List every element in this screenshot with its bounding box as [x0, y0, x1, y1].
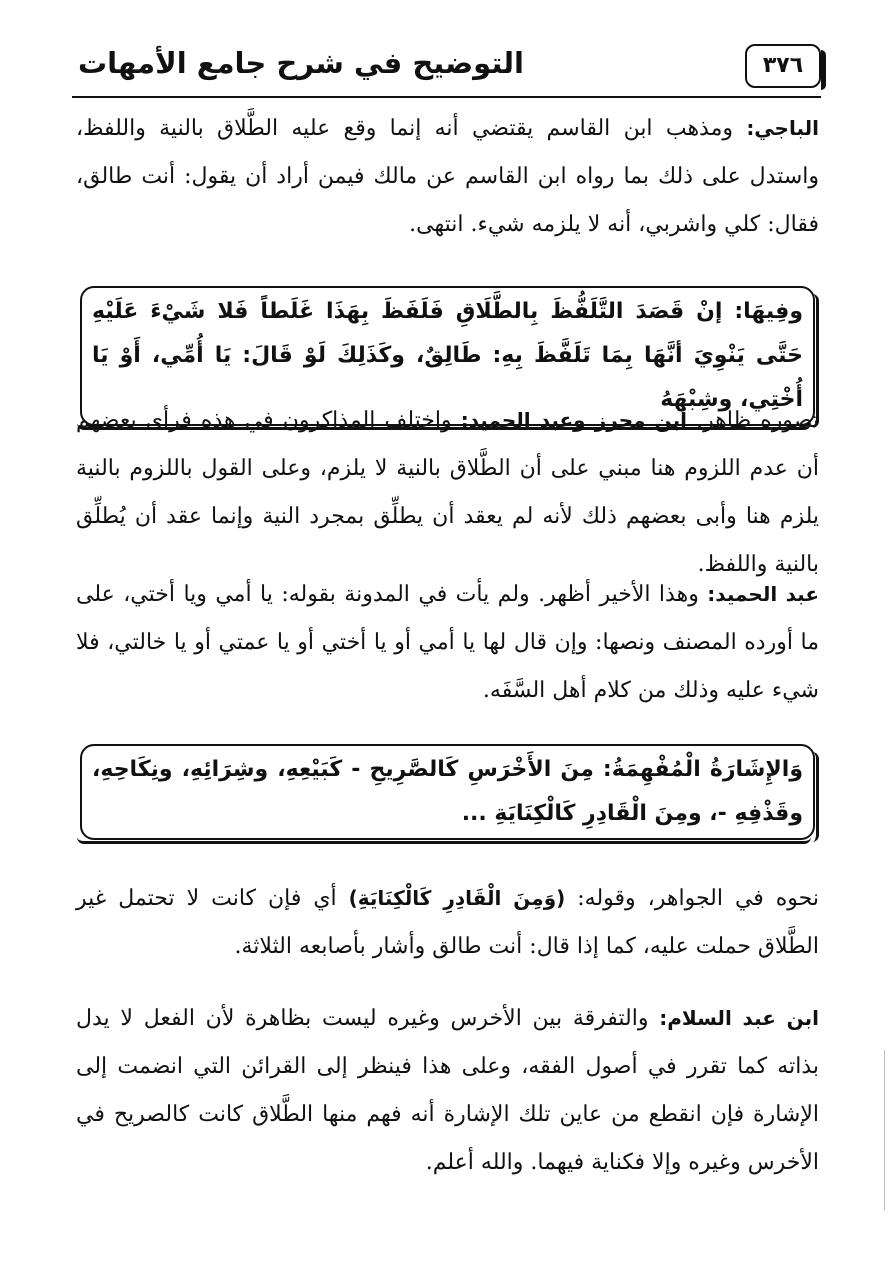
paragraph-text-pre: تصوره ظاهر. — [687, 408, 819, 433]
paragraph-albaji — [76, 104, 819, 249]
paragraph-text: والتفرقة بين الأخرس وغيره ليست بظاهرة لأن الفعل لا يدل بذاته كما تقرر في أصول الفقه، وعلى هذا فينظر إلى القرائن التي انضمت إلى الإشارة فإن انقطع من عاين تلك الإشارة أنه فهم منها الطَّلاق كانت كالصريح في الأخرس وغيره وإلا فكناية فيهما. والله أعلم. — [76, 1006, 819, 1175]
paragraph-text: أي فإن كانت لا تحتمل غير الطَّلاق حملت عليه، كما إذا قال: أنت طالق وأشار بأصابعه الثلاثة. — [76, 886, 819, 959]
paragraph-abd-alhamid — [76, 570, 819, 715]
inline-quote: (وَمِنَ الْقَادِرِ كَالْكِنَايَةِ) — [348, 886, 566, 910]
matn-text: وَالإِشَارَةُ الْمُفْهِمَةُ: مِنَ الأَخْرَسِ كَالصَّرِيحِ - كَبَيْعِهِ، وشِرَائِهِ، ونِكَاحِهِ، وقَذْفِهِ -، ومِنَ الْقَادِرِ كَالْكِنَايَةِ ... — [92, 757, 803, 826]
paragraph-text: وهذا الأخير أظهر. ولم يأت في المدونة بقوله: يا أمي ويا أختي، على ما أورده المصنف ونصها: وإن قال لها يا أمي أو يا أختي أو يا عمتي أو يا خالتي، فلا شيء عليه وذلك من كلام أهل السَّفَه. — [76, 582, 819, 703]
paragraph-jawahir — [76, 874, 819, 971]
page-header — [72, 40, 821, 98]
speaker-label: ابن عبد السلام: — [659, 1006, 819, 1030]
book-title: التوضيح في شرح جامع الأمهات — [78, 46, 525, 80]
speaker-label: ابن محرز وعبد الحميد: — [460, 408, 687, 432]
paragraph-ibn-muhriz — [76, 396, 819, 589]
matn-text: وفِيهَا: إنْ قَصَدَ التَّلَفُّظَ بِالطَّلَاقِ فَلَفَظَ بِهَذَا غَلَطاً فَلا شَيْءَ عَلَيْهِ حَتَّى يَنْوِيَ أنَّهَا بِمَا تَلَفَّظَ بِهِ: طَالِقٌ، وكَذَلِكَ لَوْ قَالَ: يَا أُمِّي، أَوْ يَا أُخْتِي، وشِبْهَهُ — [92, 299, 803, 412]
paragraph-text: ومذهب ابن القاسم يقتضي أنه إنما وقع عليه الطَّلاق بالنية واللفظ، واستدل على ذلك بما رواه ابن القاسم عن مالك فيمن أراد أن يقول: أنت طالق، فقال: كلي واشربي، أنه لا يلزمه شيء. انتهى. — [76, 116, 819, 237]
paragraph-ibn-abd-alsalam — [76, 994, 819, 1187]
speaker-label: الباجي: — [746, 116, 819, 140]
page-number: ٣٧٦ — [745, 44, 821, 88]
matn-box-2 — [80, 744, 815, 840]
speaker-label: عبد الحميد: — [707, 582, 819, 606]
paragraph-text-pre: نحوه في الجواهر، وقوله: — [565, 886, 819, 911]
paragraph-text: واختلف المذاكرون في هذه فرأى بعضهم أن عدم اللزوم هنا مبني على أن الطَّلاق بالنية لا يلزم، وعلى القول باللزوم بالنية يلزم هنا وأبى بعضهم ذلك لأنه لم يعقد أن يطلِّق بمجرد النية وإنما عقد أن يُطلِّق بالنية واللفظ. — [76, 408, 819, 577]
scan-margin-line — [884, 1050, 885, 1210]
